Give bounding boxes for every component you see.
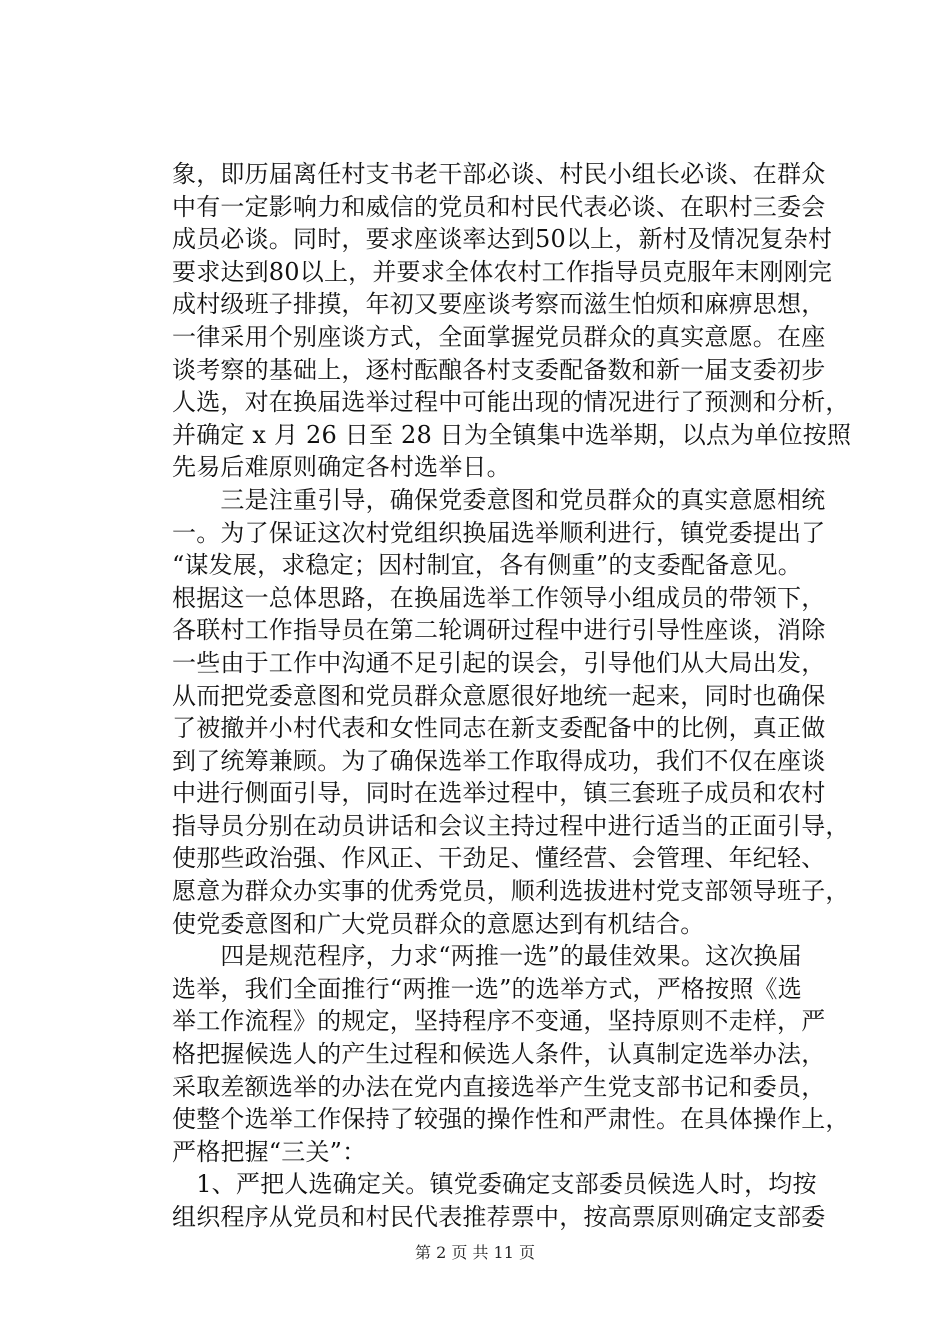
text-line: 指导员分别在动员讲话和会议主持过程中进行适当的正面引导， — [172, 811, 850, 840]
text-line: 采取差额选举的办法在党内直接选举产生党支部书记和委员， — [172, 1072, 826, 1101]
text-line: 成村级班子排摸，年初又要座谈考察而滋生怕烦和麻痹思想， — [172, 290, 826, 319]
text-line: 谈考察的基础上，逐村酝酿各村支委配备数和新一届支委初步 — [172, 355, 826, 384]
text-line: 一律采用个别座谈方式，全面掌握党员群众的真实意愿。在座 — [172, 322, 826, 351]
paragraph-start-line: 1、严把人选确定关。镇党委确定支部委员候选人时，均按 — [172, 1170, 817, 1199]
text-line: 成员必谈。同时，要求座谈率达到50以上，新村及情况复杂村 — [172, 225, 833, 254]
page-number-footer: 第 2 页 共 11 页 — [415, 1243, 535, 1262]
text-line: 使整个选举工作保持了较强的操作性和严肃性。在具体操作上， — [172, 1105, 850, 1134]
text-line: 使党委意图和广大党员群众的意愿达到有机结合。 — [172, 909, 705, 938]
text-line: 根据这一总体思路，在换届选举工作领导小组成员的带领下， — [172, 583, 826, 612]
text-line: 并确定 x 月 26 日至 28 日为全镇集中选举期，以点为单位按照 — [172, 420, 852, 449]
text-line: 先易后难原则确定各村选举日。 — [172, 453, 511, 482]
text-line: 举工作流程》的规定，坚持程序不变通，坚持原则不走样，严 — [172, 1007, 826, 1036]
text-line: 到了统筹兼顾。为了确保选举工作取得成功，我们不仅在座谈 — [172, 746, 826, 775]
text-line: 组织程序从党员和村民代表推荐票中，按高票原则确定支部委 — [172, 1203, 826, 1231]
text-line: 选举，我们全面推行“两推一选”的选举方式，严格按照《选 — [172, 974, 802, 1003]
text-line: 人选，对在换届选举过程中可能出现的情况进行了预测和分析， — [172, 388, 850, 417]
text-line: 愿意为群众办实事的优秀党员，顺利选拔进村党支部领导班子， — [172, 877, 850, 906]
text-line: 中有一定影响力和威信的党员和村民代表必谈、在职村三委会 — [172, 192, 826, 221]
document-body — [172, 158, 852, 1234]
text-line: 各联村工作指导员在第二轮调研过程中进行引导性座谈，消除 — [172, 616, 826, 645]
text-line: 象，即历届离任村支书老干部必谈、村民小组长必谈、在群众 — [172, 160, 826, 188]
paragraph-start-line: 三是注重引导，确保党委意图和党员群众的真实意愿相统 — [172, 485, 826, 514]
text-line: 严格把握“三关”： — [172, 1137, 367, 1166]
text-line: 一。为了保证这次村党组织换届选举顺利进行，镇党委提出了 — [172, 518, 826, 547]
text-line: 了被撤并小村代表和女性同志在新支委配备中的比例，真正做 — [172, 714, 826, 743]
text-line: 格把握候选人的产生过程和候选人条件，认真制定选举办法， — [172, 1040, 826, 1069]
text-line: 一些由于工作中沟通不足引起的误会，引导他们从大局出发， — [172, 648, 826, 677]
text-line: “谋发展，求稳定；因村制宜，各有侧重”的支委配备意见。 — [172, 551, 802, 580]
text-line: 从而把党委意图和党员群众意愿很好地统一起来，同时也确保 — [172, 681, 826, 710]
text-line: 中进行侧面引导，同时在选举过程中，镇三套班子成员和农村 — [172, 779, 826, 808]
paragraph-start-line: 四是规范程序，力求“两推一选”的最佳效果。这次换届 — [172, 942, 802, 971]
text-line: 使那些政治强、作风正、干劲足、懂经营、会管理、年纪轻、 — [172, 844, 826, 873]
text-line: 要求达到80以上，并要求全体农村工作指导员克服年末刚刚完 — [172, 257, 833, 286]
